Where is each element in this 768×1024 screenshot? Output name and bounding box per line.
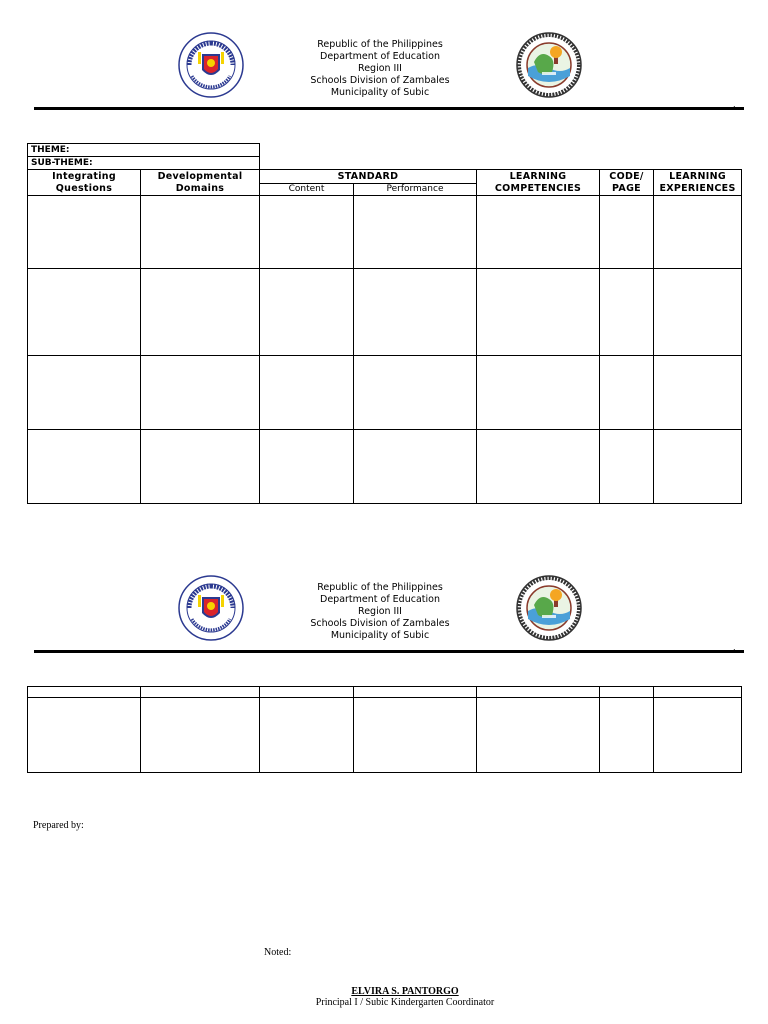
prepared-by-label: Prepared by: xyxy=(33,820,84,831)
table-cell[interactable] xyxy=(354,269,477,356)
table-cell[interactable] xyxy=(260,687,354,698)
table-cell[interactable] xyxy=(654,430,742,504)
col-content: Content xyxy=(260,184,354,196)
table-cell[interactable] xyxy=(600,196,654,269)
table-row xyxy=(28,196,742,269)
theme-row xyxy=(28,144,742,157)
table-row xyxy=(28,356,742,430)
subtheme-row xyxy=(28,157,742,170)
division-seal-icon xyxy=(516,575,582,641)
table-cell[interactable] xyxy=(654,356,742,430)
col-label-line: CODE/ xyxy=(609,170,644,182)
header-rule-2 xyxy=(34,650,744,653)
col-label-line: EXPERIENCES xyxy=(659,182,736,194)
page-header-2 xyxy=(0,573,768,653)
table-cell[interactable] xyxy=(477,698,600,773)
table-cell[interactable] xyxy=(260,698,354,773)
table-cell[interactable] xyxy=(600,269,654,356)
signatory-title: Principal I / Subic Kindergarten Coordinator xyxy=(315,997,495,1008)
table-cell[interactable] xyxy=(477,196,600,269)
table-cell[interactable] xyxy=(141,269,260,356)
header-rule-1 xyxy=(34,107,744,110)
table-cell[interactable] xyxy=(354,698,477,773)
header-line: Republic of the Philippines xyxy=(317,582,443,593)
header-line: Region III xyxy=(358,63,402,74)
header-line: Region III xyxy=(358,606,402,617)
deped-seal-icon xyxy=(178,575,244,641)
subtheme-blank xyxy=(260,157,742,170)
header-text-block xyxy=(290,39,470,99)
table-cell[interactable] xyxy=(354,356,477,430)
table-cell[interactable] xyxy=(654,196,742,269)
table-cell[interactable] xyxy=(600,698,654,773)
table-header-row xyxy=(28,687,742,698)
col-standard: STANDARD xyxy=(260,170,477,184)
col-label-line: Domains xyxy=(175,182,225,194)
col-label-line: LEARNING xyxy=(509,170,567,182)
col-learning-competencies xyxy=(477,170,600,196)
table-cell[interactable] xyxy=(477,356,600,430)
table-cell[interactable] xyxy=(260,196,354,269)
header-line: Municipality of Subic xyxy=(330,87,430,98)
header-row xyxy=(28,170,742,184)
table-cell[interactable] xyxy=(354,196,477,269)
table-cell[interactable] xyxy=(141,698,260,773)
curriculum-table xyxy=(27,143,742,504)
table-cell[interactable] xyxy=(141,430,260,504)
table-row xyxy=(28,269,742,356)
table-cell[interactable] xyxy=(354,687,477,698)
table-cell[interactable] xyxy=(28,356,141,430)
continuation-table xyxy=(27,686,742,773)
header-line: Schools Division of Zambales xyxy=(310,618,450,629)
col-label-line: Questions xyxy=(55,182,113,194)
table-cell[interactable] xyxy=(28,196,141,269)
header-line: Department of Education xyxy=(320,594,440,605)
table-cell[interactable] xyxy=(600,356,654,430)
table-cell[interactable] xyxy=(28,430,141,504)
col-code-page xyxy=(600,170,654,196)
table-cell[interactable] xyxy=(28,687,141,698)
col-label-line: LEARNING xyxy=(669,170,726,182)
header-line: Schools Division of Zambales xyxy=(310,75,450,86)
col-label-line: COMPETENCIES xyxy=(494,182,582,194)
table-cell[interactable] xyxy=(654,698,742,773)
col-performance: Performance xyxy=(354,184,477,196)
table-row xyxy=(28,430,742,504)
col-integrating-questions xyxy=(28,170,141,196)
table-cell[interactable] xyxy=(600,687,654,698)
header-tick: . xyxy=(733,643,736,652)
table-cell[interactable] xyxy=(477,687,600,698)
table-cell[interactable] xyxy=(141,196,260,269)
table-cell[interactable] xyxy=(260,356,354,430)
col-developmental-domains xyxy=(141,170,260,196)
table-cell[interactable] xyxy=(141,356,260,430)
table-cell[interactable] xyxy=(141,687,260,698)
header-line: Department of Education xyxy=(320,51,440,62)
table-row xyxy=(28,698,742,773)
table-cell[interactable] xyxy=(600,430,654,504)
table-cell[interactable] xyxy=(654,269,742,356)
table-cell[interactable] xyxy=(477,430,600,504)
theme-blank xyxy=(260,144,742,157)
col-learning-experiences xyxy=(654,170,742,196)
theme-label[interactable]: THEME: xyxy=(28,144,260,157)
col-label-line: Integrating xyxy=(52,170,116,182)
table-cell[interactable] xyxy=(654,687,742,698)
table-cell[interactable] xyxy=(28,698,141,773)
table-cell[interactable] xyxy=(477,269,600,356)
col-label-line: PAGE xyxy=(612,182,641,194)
header-tick: . xyxy=(733,100,736,109)
table-cell[interactable] xyxy=(260,269,354,356)
table-cell[interactable] xyxy=(354,430,477,504)
header-line: Republic of the Philippines xyxy=(317,39,443,50)
noted-label: Noted: xyxy=(264,947,292,958)
table-cell[interactable] xyxy=(28,269,141,356)
subtheme-label[interactable]: SUB-THEME: xyxy=(28,157,260,170)
deped-seal-icon xyxy=(178,32,244,98)
signatory-name: ELVIRA S. PANTORGO xyxy=(351,986,459,997)
header-text-block xyxy=(290,582,470,642)
page-header-1 xyxy=(0,30,768,110)
division-seal-icon xyxy=(516,32,582,98)
table-cell[interactable] xyxy=(260,430,354,504)
header-line: Municipality of Subic xyxy=(330,630,430,641)
col-label-line: Developmental xyxy=(157,170,243,182)
